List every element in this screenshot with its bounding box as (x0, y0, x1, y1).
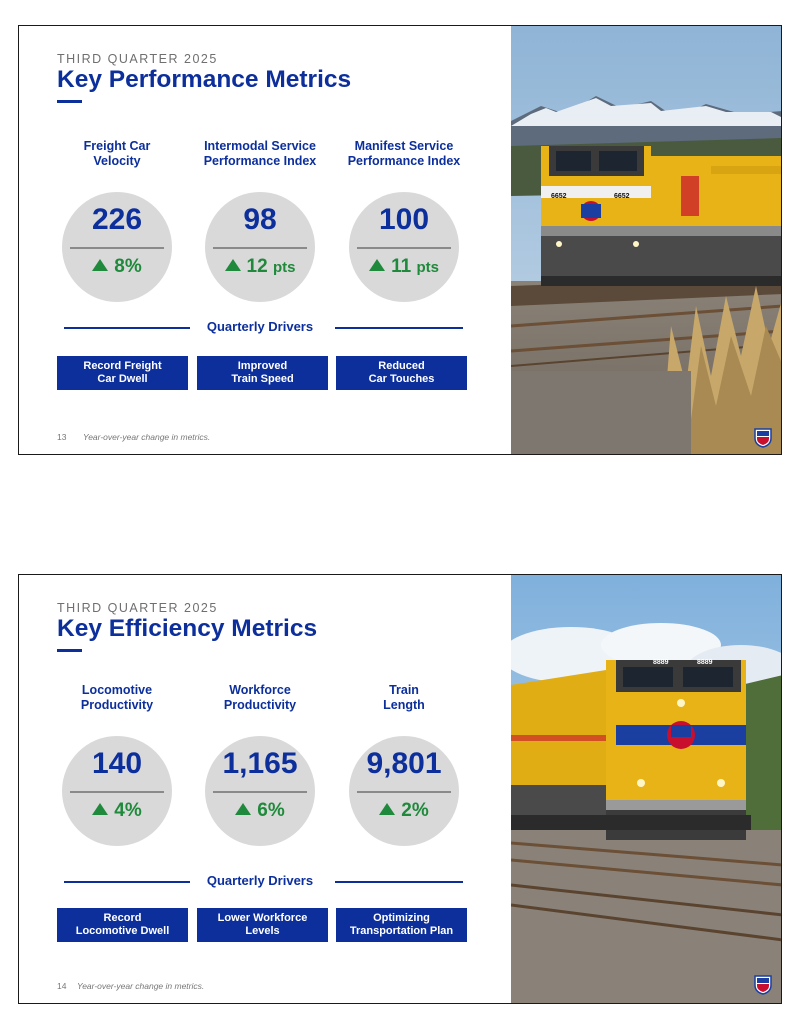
driver-box: Reduced Car Touches (336, 356, 467, 390)
up-triangle-icon (369, 259, 385, 271)
metric-value: 1,165 (222, 747, 298, 780)
page-number: 13 (57, 432, 67, 442)
driver-box: Record Freight Car Dwell (57, 356, 188, 390)
metric-value: 100 (378, 203, 430, 236)
metric-divider (357, 791, 451, 793)
metric-circle (349, 192, 459, 302)
metric-label: Freight Car Velocity (83, 139, 151, 168)
metric-divider (357, 247, 451, 249)
metric-label: Workforce Productivity (223, 683, 297, 712)
slide-title: Key Performance Metrics (57, 66, 352, 93)
slide-title: Key Efficiency Metrics (57, 615, 318, 642)
locomotive-mountain-image (511, 26, 782, 455)
metric-divider (70, 791, 164, 793)
slide-kicker: THIRD QUARTER 2025 (57, 52, 218, 66)
up-triangle-icon (92, 259, 108, 271)
union-pacific-shield-icon (754, 975, 772, 995)
slide-key-efficiency-metrics (18, 574, 782, 1004)
metric-divider (70, 247, 164, 249)
up-triangle-icon (225, 259, 241, 271)
title-underline (57, 649, 82, 652)
locomotive-number-left: 6652 (551, 193, 567, 200)
metric-circle (205, 192, 315, 302)
metric-circle (349, 736, 459, 846)
metric-label: Train Length (383, 683, 425, 712)
drivers-divider-left (64, 881, 190, 883)
metric-value: 9,801 (366, 747, 442, 780)
locomotive-number-left: 8889 (653, 659, 669, 666)
metric-change: 2% (349, 800, 459, 822)
drivers-title: Quarterly Drivers (206, 319, 314, 334)
drivers-divider-left (64, 327, 190, 329)
metric-change: 6% (205, 800, 315, 822)
driver-box: Improved Train Speed (197, 356, 328, 390)
title-underline (57, 100, 82, 103)
metric-change: 8% (62, 256, 172, 278)
locomotive-front-image (511, 575, 782, 1004)
metric-change: 12 pts (205, 256, 315, 278)
up-triangle-icon (379, 803, 395, 815)
driver-box: Optimizing Transportation Plan (336, 908, 467, 942)
metric-change: 11 pts (349, 256, 459, 278)
metric-circle (62, 736, 172, 846)
page-number: 14 (57, 981, 67, 991)
up-triangle-icon (92, 803, 108, 815)
metric-label: Locomotive Productivity (80, 683, 154, 712)
slide-kicker: THIRD QUARTER 2025 (57, 601, 218, 615)
metric-value: 226 (91, 203, 143, 236)
metric-circle (62, 192, 172, 302)
driver-box: Lower Workforce Levels (197, 908, 328, 942)
locomotive-photo (511, 26, 782, 455)
drivers-title: Quarterly Drivers (206, 873, 314, 888)
metric-label: Intermodal Service Performance Index (203, 139, 317, 168)
driver-box: Record Locomotive Dwell (57, 908, 188, 942)
locomotive-photo (511, 575, 782, 1004)
slide-key-performance-metrics (18, 25, 782, 455)
up-triangle-icon (235, 803, 251, 815)
footnote: Year-over-year change in metrics. (77, 981, 205, 991)
metric-change: 4% (62, 800, 172, 822)
locomotive-number-right: 8889 (697, 659, 713, 666)
drivers-divider-right (335, 327, 463, 329)
drivers-divider-right (335, 881, 463, 883)
metric-divider (213, 247, 307, 249)
metric-circle (205, 736, 315, 846)
metric-label: Manifest Service Performance Index (347, 139, 461, 168)
footnote: Year-over-year change in metrics. (83, 432, 211, 442)
metric-divider (213, 791, 307, 793)
metric-value: 140 (91, 747, 143, 780)
locomotive-number-right: 6652 (614, 193, 630, 200)
union-pacific-shield-icon (754, 428, 772, 448)
metric-value: 98 (243, 203, 277, 236)
